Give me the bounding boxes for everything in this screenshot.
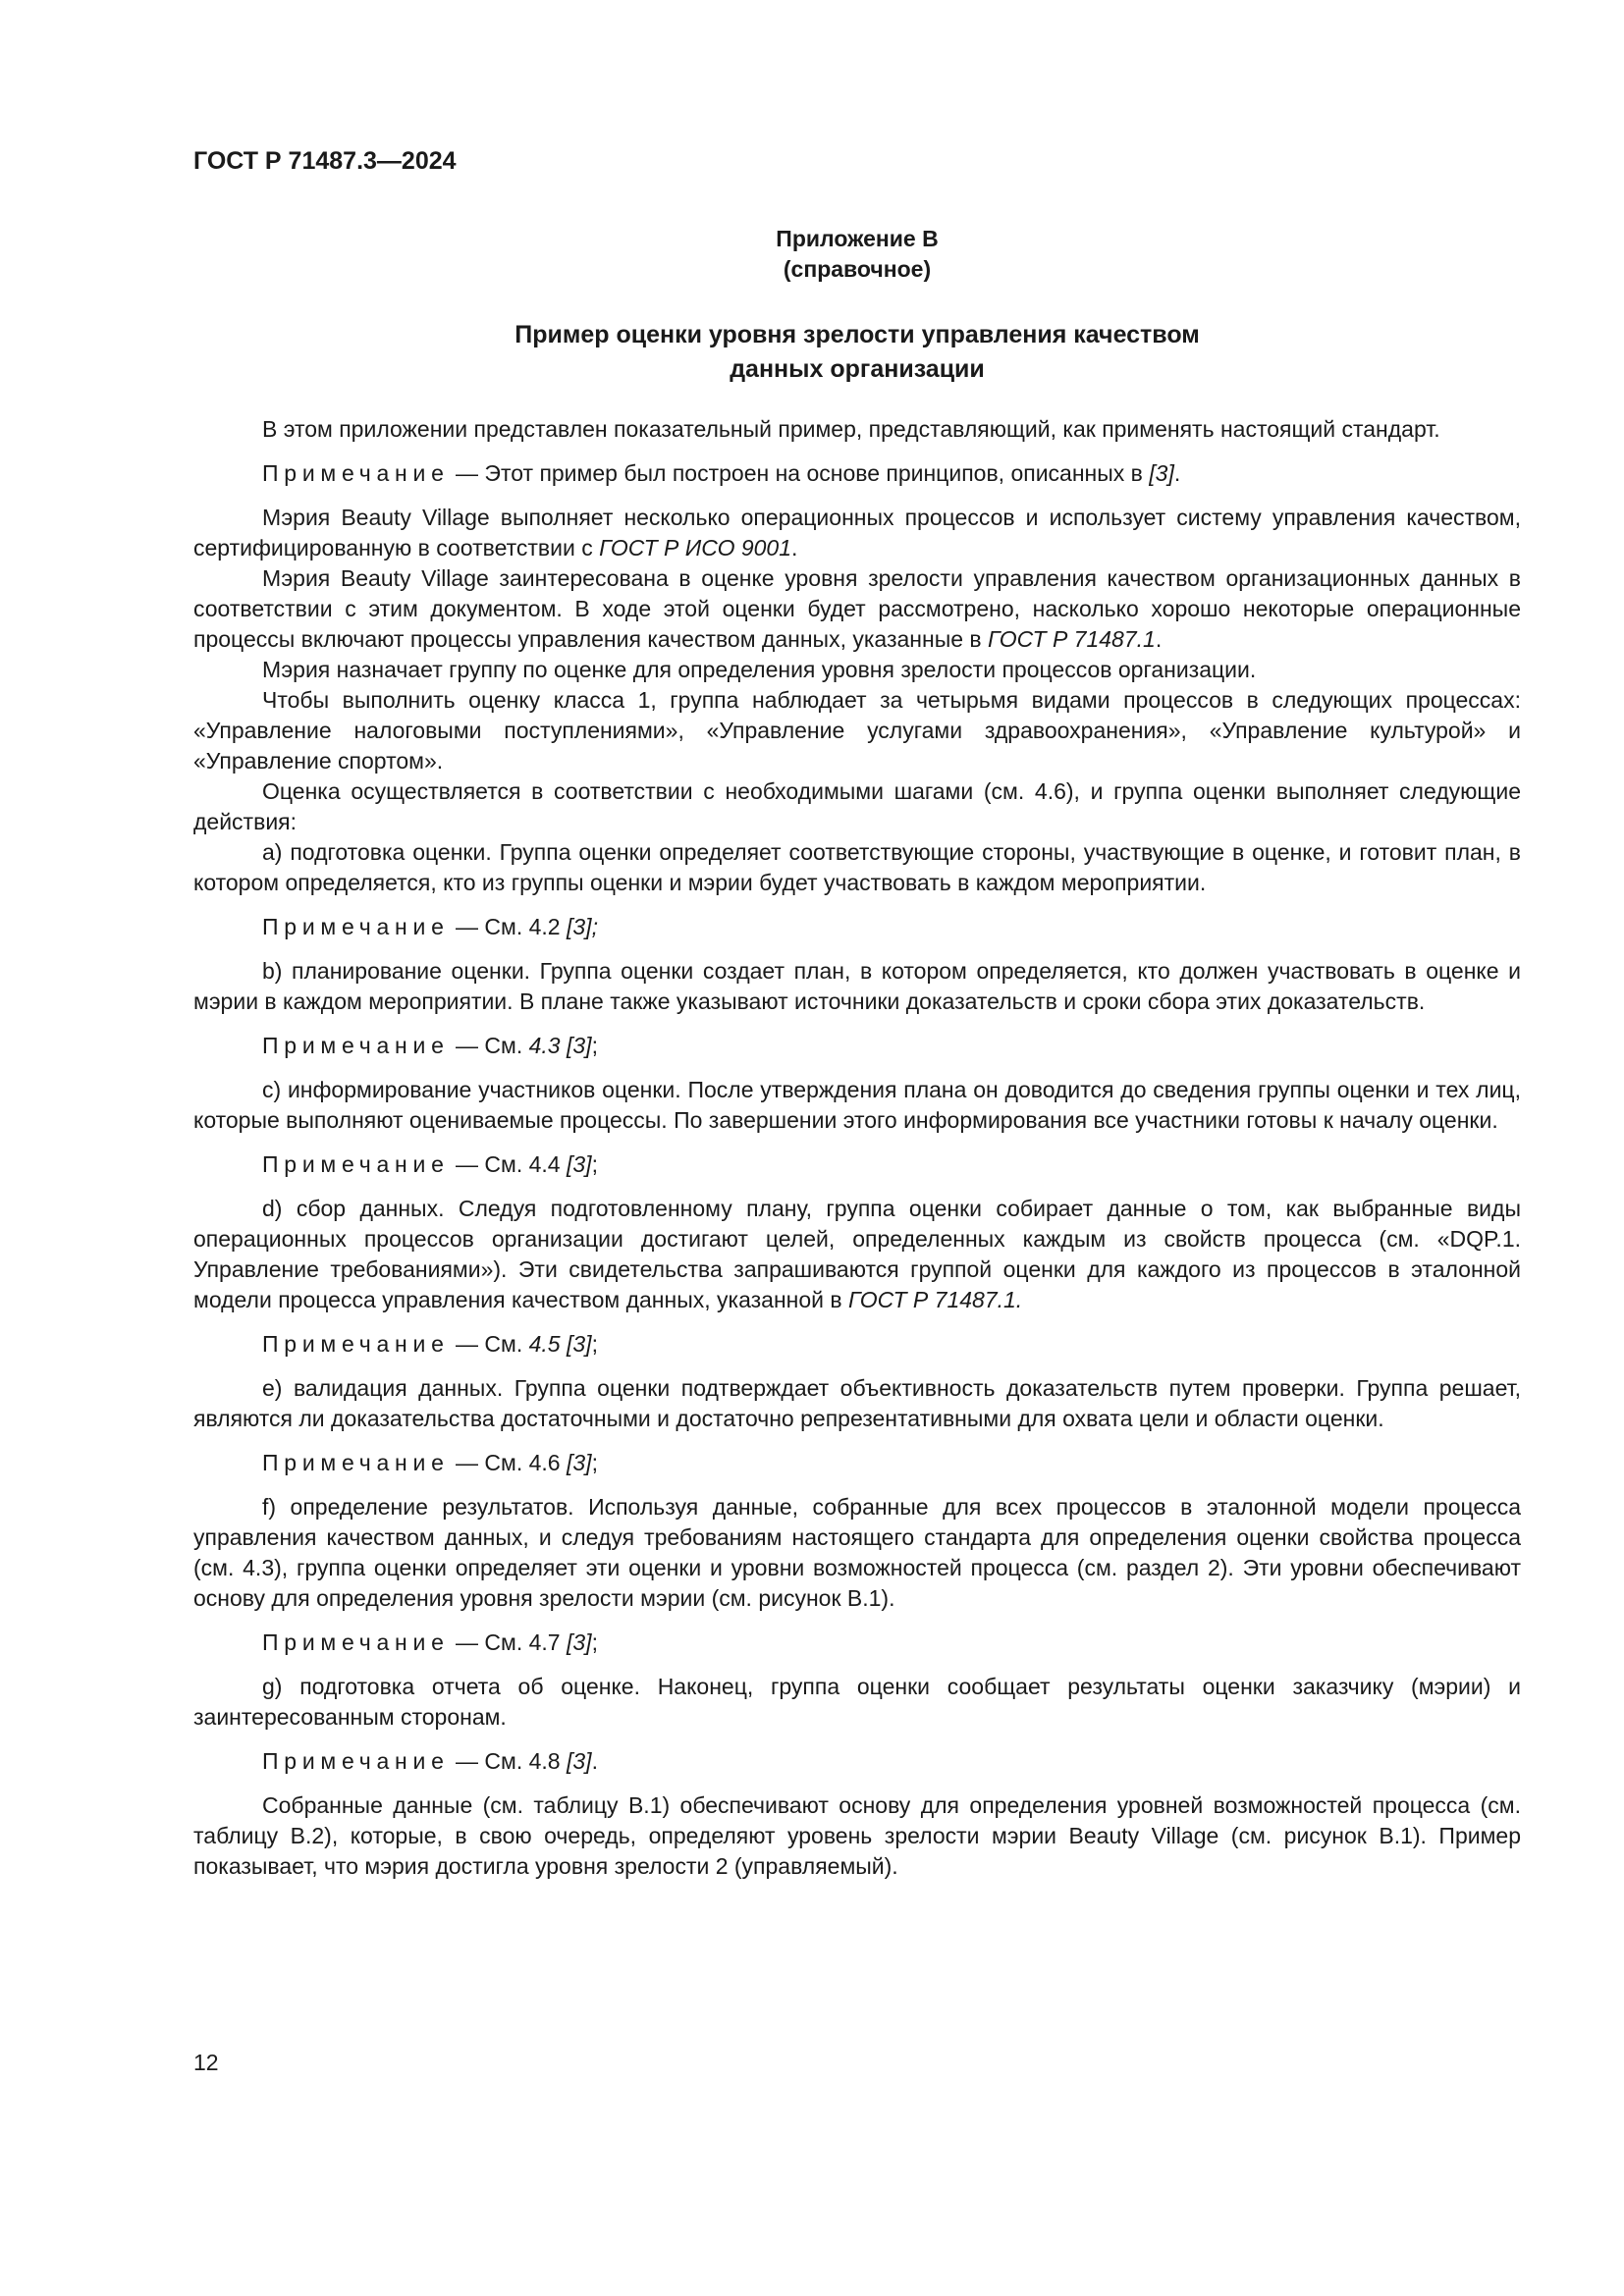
note-reference: 4.3 [3]	[528, 1033, 592, 1058]
appendix-label: Приложение В	[776, 226, 939, 251]
note-label: Примечание	[262, 914, 450, 939]
note-label: Примечание	[262, 460, 450, 486]
paragraph-intro: В этом приложении представлен показательный пример, представляющий, как применять настоящий стандарт.	[262, 416, 1440, 442]
note-c: Примечание — См. 4.4 [3];	[262, 1151, 598, 1177]
page-number: 12	[193, 2050, 219, 2075]
note-d: Примечание — См. 4.5 [3];	[262, 1331, 598, 1357]
note-reference: [3]	[567, 1748, 592, 1774]
note-reference: 4.5 [3]	[528, 1331, 592, 1357]
note-g: Примечание — См. 4.8 [3].	[262, 1748, 598, 1774]
note-e: Примечание — См. 4.6 [3];	[262, 1450, 598, 1475]
list-item-e: e) валидация данных. Группа оценки подтверждает объективность доказательств путем проверки. Группа решает, являются ли доказательства достаточными и достаточно репрезентативными для охвата цели и области оценки.	[193, 1375, 1521, 1431]
note-reference: [3]	[567, 1629, 592, 1655]
list-item-a: a) подготовка оценки. Группа оценки определяет соответствующие стороны, участвующие в оценке, и готовит план, в котором определяется, кто из группы оценки и мэрии будет участвовать в каждом мероприятии.	[193, 839, 1521, 895]
list-item-g: g) подготовка отчета об оценке. Наконец, группа оценки сообщает результаты оценки заказчику (мэрии) и заинтересованным сторонам.	[193, 1674, 1521, 1730]
paragraph-conclusion: Собранные данные (см. таблицу В.1) обеспечивают основу для определения уровней возможностей процесса (см. таблицу В.2), которые, в свою очередь, определяют уровень зрелости мэрии Beauty Village (см. рисунок В.1). Пример показывает, что мэрия достигла уровня зрелости 2 (управляемый).	[193, 1792, 1521, 1879]
appendix-body	[193, 414, 1521, 1882]
list-item-d: d) сбор данных. Следуя подготовленному плану, группа оценки собирает данные о том, как выбранные виды операционных процессов организации достигают целей, определенных каждым из свойств процесса (см. «DQP.1. Управление требованиями»). Эти свидетельства запрашиваются группой оценки для каждого из процессов в эталонной модели процесса управления качеством данных, указанной в ГОСТ Р 71487.1.	[193, 1196, 1521, 1312]
note-label: Примечание	[262, 1151, 450, 1177]
note-b: Примечание — См. 4.3 [3];	[262, 1033, 598, 1058]
note-reference: [3]	[567, 1450, 592, 1475]
title-line-2: данных организации	[730, 355, 985, 383]
note-label: Примечание	[262, 1748, 450, 1774]
standard-reference: ГОСТ Р 71487.1	[988, 626, 1156, 652]
document-id: ГОСТ Р 71487.3—2024	[193, 147, 457, 175]
paragraph-group: Мэрия назначает группу по оценке для определения уровня зрелости процессов организации.	[262, 657, 1257, 682]
list-item-b: b) планирование оценки. Группа оценки создает план, в котором определяется, кто должен участвовать в оценке и мэрии в каждом мероприятии. В плане также указывают источники доказательств и сроки сбора этих доказательств.	[193, 958, 1521, 1014]
note-label: Примечание	[262, 1033, 450, 1058]
paragraph-certification: Мэрия Beauty Village выполняет несколько операционных процессов и использует систему управления качеством, сертифицированную в соответствии с ГОСТ Р ИСО 9001.	[193, 505, 1521, 561]
standard-reference: ГОСТ Р 71487.1.	[848, 1287, 1023, 1312]
note-reference: [3]	[1149, 460, 1174, 486]
note-1: Примечание — Этот пример был построен на основе принципов, описанных в [3].	[262, 460, 1181, 486]
note-reference: [3]	[567, 1151, 592, 1177]
paragraph-interest: Мэрия Beauty Village заинтересована в оценке уровня зрелости управления качеством организационных данных в соответствии с этим документом. В ходе этой оценки будет рассмотрено, насколько хорошо некоторые операционные процессы включают процессы управления качеством данных, указанные в ГОСТ Р 71487.1.	[193, 565, 1521, 652]
note-a: Примечание — См. 4.2 [3];	[262, 914, 598, 939]
list-item-c: c) информирование участников оценки. После утверждения плана он доводится до сведения группы оценки и тех лиц, которые выполняют оцениваемые процессы. По завершении этого информирования все участники готовы к началу оценки.	[193, 1077, 1521, 1133]
paragraph-steps: Оценка осуществляется в соответствии с необходимыми шагами (см. 4.6), и группа оценки выполняет следующие действия:	[193, 778, 1521, 834]
note-reference: [3];	[567, 914, 598, 939]
standard-reference: ГОСТ Р ИСО 9001	[599, 535, 792, 561]
note-label: Примечание	[262, 1629, 450, 1655]
note-label: Примечание	[262, 1331, 450, 1357]
appendix-type: (справочное)	[783, 256, 932, 282]
appendix-heading	[193, 224, 1521, 285]
paragraph-class: Чтобы выполнить оценку класса 1, группа наблюдает за четырьмя видами процессов в следующих процессах: «Управление налоговыми поступлениями», «Управление услугами здравоохранения», «Управление культурой» и «Управление спортом».	[193, 687, 1521, 774]
note-label: Примечание	[262, 1450, 450, 1475]
appendix-title	[193, 318, 1521, 387]
list-item-f: f) определение результатов. Используя данные, собранные для всех процессов в эталонной модели процесса управления качеством данных, и следуя требованиям настоящего стандарта для определения оценки свойства процесса (см. 4.3), группа оценки определяет эти оценки и уровни возможностей процесса (см. раздел 2). Эти уровни обеспечивают основу для определения уровня зрелости мэрии (см. рисунок В.1).	[193, 1494, 1521, 1611]
note-f: Примечание — См. 4.7 [3];	[262, 1629, 598, 1655]
title-line-1: Пример оценки уровня зрелости управления качеством	[514, 321, 1200, 348]
